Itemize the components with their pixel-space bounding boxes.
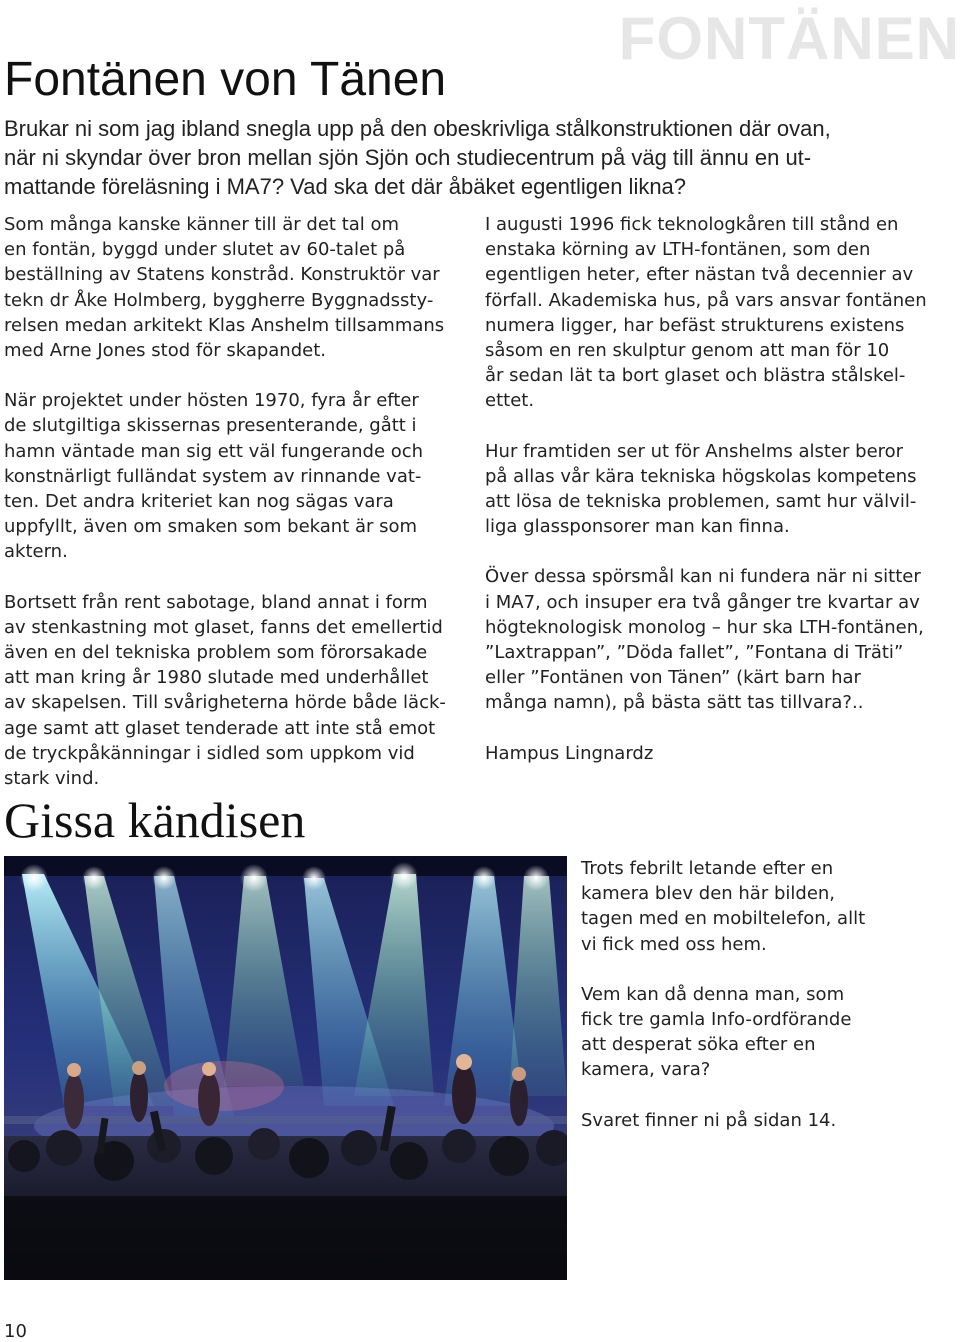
page-number: 10: [4, 1321, 27, 1342]
text-line: en fontän, byggd under slutet av 60-talet på: [4, 239, 406, 261]
text-line: enstaka körning av LTH-fontänen, som den: [485, 239, 871, 261]
text-line: relsen medan arkitekt Klas Anshelm tillsammans: [4, 314, 445, 336]
text-line: i MA7, och insuper era två gånger tre kvartar av: [485, 591, 920, 613]
text-line: liga glassponsorer man kan finna.: [485, 516, 790, 538]
author-signature: [485, 741, 955, 766]
article-title: Fontänen von Tänen: [4, 53, 447, 106]
concert-photo-graphic: [4, 856, 567, 1280]
text-line: Trots febrilt letande efter en: [581, 858, 834, 879]
text-line: med Arne Jones stod för skapandet.: [4, 340, 326, 362]
text-line: av skapelsen. Till svårigheterna hörde både läck-: [4, 692, 446, 714]
lead-line: mattande föreläsning i MA7? Vad ska det där åbäket egentligen likna?: [4, 174, 687, 199]
gissa-heading: Gissa kändisen: [4, 792, 306, 848]
text-line: ettet.: [485, 390, 535, 412]
caption-paragraph: [581, 982, 941, 1083]
lead-paragraph: [4, 114, 944, 201]
text-line: age samt att glaset tenderade att inte stå emot: [4, 717, 436, 739]
text-line: uppfyllt, även om smaken som bekant är som: [4, 516, 418, 538]
caption-paragraph: [581, 856, 941, 957]
text-line: Hur framtiden ser ut för Anshelms alster beror: [485, 440, 904, 462]
caption-paragraph: [581, 1108, 941, 1133]
text-line: även en del tekniska problem som förorsakade: [4, 642, 428, 664]
text-line: kamera, vara?: [581, 1059, 711, 1081]
text-line: stark vind.: [4, 768, 100, 790]
text-line: eller ”Fontänen von Tänen” (kärt barn har: [485, 667, 861, 689]
text-line: aktern.: [4, 541, 68, 563]
text-line: vi fick med oss hem.: [581, 933, 767, 955]
left-column: [4, 212, 474, 816]
text-line: ten. Det andra kriteriet kan nog sägas vara: [4, 491, 394, 513]
right-column: [485, 212, 955, 791]
text-line: hamn väntade man sig ett väl fungerande och: [4, 440, 424, 462]
lead-line: Brukar ni som jag ibland snegla upp på den obeskrivliga stålkonstruktionen där ovan,: [4, 116, 831, 141]
text-line: att desperat söka efter en: [581, 1034, 816, 1056]
text-line: många namn), på bästa sätt tas tillvara?..: [485, 692, 864, 714]
text-line: att lösa de tekniska problemen, samt hur välvil-: [485, 491, 917, 513]
text-line: av stenkastning mot glaset, fanns det emellertid: [4, 616, 443, 638]
concert-photo: [4, 856, 567, 1280]
text-line: Över dessa spörsmål kan ni fundera när ni sitter: [485, 566, 921, 588]
text-line: de slutgiltiga skissernas presenterande, gått i: [4, 415, 417, 437]
text-line: beställning av Statens konstråd. Konstruktör var: [4, 264, 440, 286]
text-line: tekn dr Åke Holmberg, byggherre Byggnadssty-: [4, 289, 434, 311]
text-line: Svaret finner ni på sidan 14.: [581, 1109, 837, 1131]
photo-caption: [581, 856, 941, 1158]
text-line: konstnärligt fulländat system av rinnande vat-: [4, 465, 422, 487]
text-line: I augusti 1996 fick teknologkåren till stånd en: [485, 214, 899, 235]
text-line: kamera blev den här bilden,: [581, 883, 836, 905]
section-label: FONTÄNEN: [618, 5, 960, 72]
body-paragraph: [485, 564, 955, 715]
text-line: de tryckpåkänningar i sidled som uppkom vid: [4, 742, 415, 764]
body-paragraph: [485, 439, 955, 540]
body-paragraph: [4, 590, 474, 792]
text-line: ”Laxtrappan”, ”Döda fallet”, ”Fontana di Träti”: [485, 642, 904, 664]
body-paragraph: [4, 388, 474, 564]
text-line: egentligen heter, efter nästan två decennier av: [485, 264, 914, 286]
body-paragraph: [485, 212, 955, 414]
text-line: Som många kanske känner till är det tal om: [4, 214, 400, 235]
body-paragraph: [4, 212, 474, 363]
text-line: När projektet under hösten 1970, fyra år efter: [4, 390, 419, 412]
text-line: Vem kan då denna man, som: [581, 983, 845, 1005]
text-line: tagen med en mobiltelefon, allt: [581, 908, 866, 930]
lead-line: när ni skyndar över bron mellan sjön Sjön och studiecentrum på väg till ännu en ut-: [4, 145, 812, 170]
text-line: Bortsett från rent sabotage, bland annat i form: [4, 591, 428, 613]
text-line: år sedan lät ta bort glaset och blästra stålskel-: [485, 365, 906, 387]
text-line: förfall. Akademiska hus, på vars ansvar fontänen: [485, 289, 927, 311]
text-line: fick tre gamla Info-ordförande: [581, 1009, 852, 1031]
text-line: på allas vår kära tekniska högskolas kompetens: [485, 465, 917, 487]
text-line: såsom en ren skulptur genom att man för 10: [485, 340, 890, 362]
text-line: att man kring år 1980 slutade med underhållet: [4, 667, 429, 689]
text-line: högteknologisk monolog – hur ska LTH-fontänen,: [485, 616, 924, 638]
author-name: Hampus Lingnardz: [485, 742, 654, 764]
text-line: numera ligger, har befäst strukturens existens: [485, 314, 905, 336]
